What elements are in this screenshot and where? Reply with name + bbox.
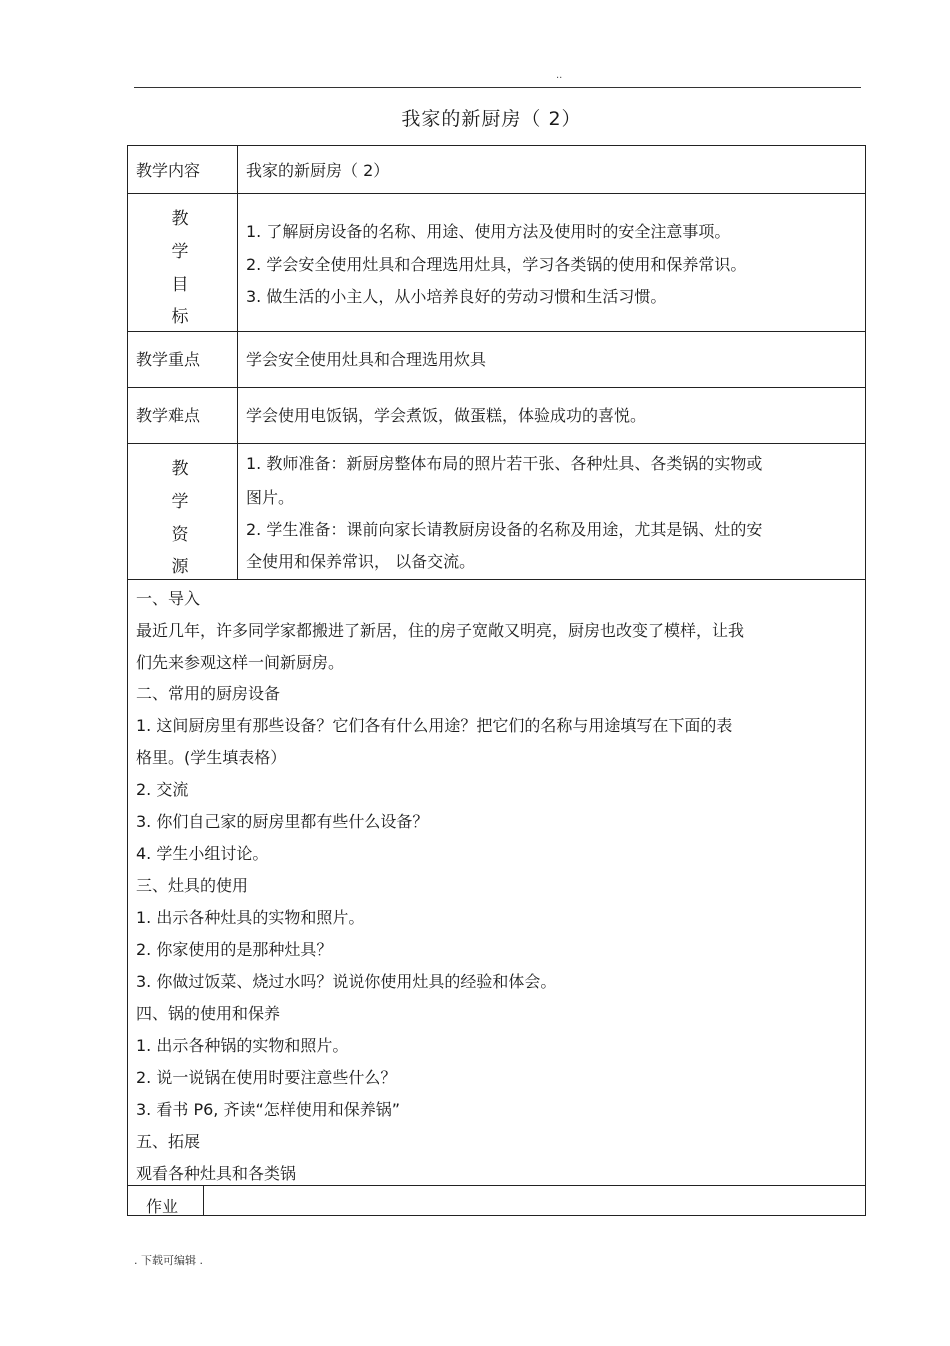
key-point-value: 学会安全使用灶具和合理选用炊具 xyxy=(246,350,487,369)
resource-line: 2. 学生准备：课前向家长请教厨房设备的名称及用途，尤其是锅、灶的安 xyxy=(246,520,763,539)
process-line: 观看各种灶具和各类锅 xyxy=(136,1164,297,1183)
row-divider xyxy=(128,387,865,388)
process-line: 3. 你做过饭菜、烧过水吗？说说你使用灶具的经验和体会。 xyxy=(136,972,557,991)
process-heading: 二、常用的厨房设备 xyxy=(136,684,281,703)
resources-label-char: 学 xyxy=(171,492,189,512)
row-divider xyxy=(128,443,865,444)
key-point-label: 教学重点 xyxy=(136,350,201,369)
difficulty-value: 学会使用电饭锅，学会煮饭，做蛋糕，体验成功的喜悦。 xyxy=(246,406,647,425)
process-line: 格里。(学生填表格） xyxy=(136,748,287,767)
header-mark: .. xyxy=(556,70,563,81)
row-divider xyxy=(128,1185,865,1186)
process-line: 3. 看书 P6, 齐读“怎样使用和保养锅” xyxy=(136,1100,401,1119)
goal-line: 3. 做生活的小主人，从小培养良好的劳动习惯和生活习惯。 xyxy=(246,287,667,306)
process-line: 3. 你们自己家的厨房里都有些什么设备？ xyxy=(136,812,429,831)
process-line: 4. 学生小组讨论。 xyxy=(136,844,269,863)
content-value: 我家的新厨房（ 2） xyxy=(246,161,390,180)
process-line: 们先来参观这样一间新厨房。 xyxy=(136,653,345,672)
content-label: 教学内容 xyxy=(136,161,201,180)
resource-line: 全使用和保养常识， 以备交流。 xyxy=(246,552,476,571)
column-divider xyxy=(203,1185,204,1216)
row-divider xyxy=(128,579,865,580)
process-heading: 三、灶具的使用 xyxy=(136,876,249,895)
resource-line: 1. 教师准备：新厨房整体布局的照片若干张、各种灶具、各类锅的实物或 xyxy=(246,454,763,473)
process-line: 2. 交流 xyxy=(136,780,189,799)
process-heading: 五、拓展 xyxy=(136,1132,201,1151)
homework-label: 作业 xyxy=(146,1197,179,1216)
row-divider xyxy=(128,331,865,332)
goal-line: 2. 学会安全使用灶具和合理选用灶具，学习各类锅的使用和保养常识。 xyxy=(246,255,747,274)
process-line: 2. 你家使用的是那种灶具？ xyxy=(136,940,333,959)
process-heading: 四、锅的使用和保养 xyxy=(136,1004,281,1023)
resources-label-char: 源 xyxy=(171,557,189,577)
resources-label-char: 教 xyxy=(171,459,189,479)
goals-label-char: 学 xyxy=(171,242,189,262)
document-title: 我家的新厨房（ 2） xyxy=(401,108,582,130)
process-line: 1. 出示各种灶具的实物和照片。 xyxy=(136,908,365,927)
process-line: 1. 这间厨房里有那些设备？它们各有什么用途？把它们的名称与用途填写在下面的表 xyxy=(136,716,733,735)
goals-label-char: 目 xyxy=(171,275,189,295)
resources-label-char: 资 xyxy=(171,525,189,545)
process-line: 1. 出示各种锅的实物和照片。 xyxy=(136,1036,349,1055)
lesson-plan-table xyxy=(127,145,866,1216)
row-divider xyxy=(128,193,865,194)
process-line: 最近几年，许多同学家都搬进了新居，住的房子宽敞又明亮，厨房也改变了模样，让我 xyxy=(136,621,745,640)
column-divider xyxy=(237,146,238,579)
process-heading: 一、导入 xyxy=(136,589,201,608)
header-rule xyxy=(134,87,861,88)
footer-note: . 下载可编辑 . xyxy=(134,1254,203,1267)
goal-line: 1. 了解厨房设备的名称、用途、使用方法及使用时的安全注意事项。 xyxy=(246,222,731,241)
resource-line: 图片。 xyxy=(246,488,295,507)
process-line: 2. 说一说锅在使用时要注意些什么？ xyxy=(136,1068,397,1087)
goals-label-char: 标 xyxy=(171,307,189,327)
difficulty-label: 教学难点 xyxy=(136,406,201,425)
goals-label-char: 教 xyxy=(171,209,189,229)
